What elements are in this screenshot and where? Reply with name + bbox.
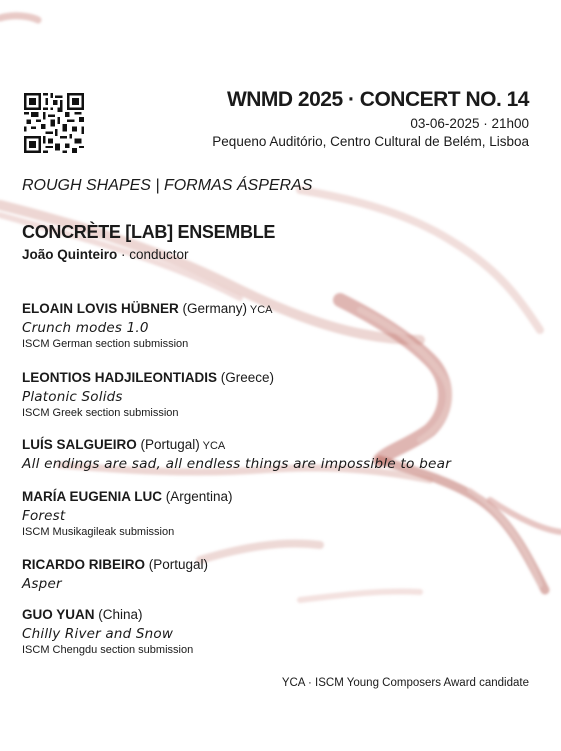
concert-title: ROUGH SHAPES | FORMAS ÁSPERAS [22, 177, 313, 194]
concert-number-title: WNMD 2025 · CONCERT NO. 14 [226, 88, 529, 111]
composer-country: (Portugal) [145, 557, 209, 572]
composer-country: (Germany) [178, 301, 248, 316]
composer-name: GUO YUAN [22, 607, 95, 622]
piece-3 [22, 436, 451, 473]
ensemble-name: CONCRÈTE [LAB] ENSEMBLE [22, 222, 276, 242]
work-title: Forest [22, 508, 66, 524]
piece-5 [22, 556, 208, 593]
composer-line [22, 606, 193, 625]
composer-country: (Greece) [217, 370, 275, 385]
piece-4 [22, 488, 233, 540]
composer-country: (Portugal) [136, 437, 200, 452]
yca-badge: YCA [247, 304, 273, 316]
concert-header [212, 88, 529, 151]
composer-name: LEONTIOS HADJILEONTIADIS [22, 370, 218, 385]
conductor-name: João Quinteiro [22, 247, 118, 262]
date-time: 03-06-2025 · 21h00 [410, 116, 529, 131]
work-title: Asper [22, 576, 62, 592]
conductor-line [22, 247, 189, 262]
piece-1 [22, 300, 273, 352]
composer-line [22, 556, 208, 575]
work-title: All endings are sad, all endless things are impossible to bear [22, 456, 452, 472]
work-title: Platonic Solids [22, 389, 123, 405]
piece-6 [22, 606, 193, 658]
composer-name: ELOAIN LOVIS HÜBNER [22, 301, 179, 316]
submission-note: ISCM Musikagileak submission [22, 526, 175, 538]
composer-name: RICARDO RIBEIRO [22, 557, 146, 572]
composer-name: LUÍS SALGUEIRO [22, 437, 137, 452]
conductor-role: · conductor [117, 247, 189, 262]
composer-line [22, 369, 274, 388]
submission-note: ISCM Chengdu section submission [22, 644, 194, 656]
composer-country: (China) [94, 607, 143, 622]
yca-footnote: YCA · ISCM Young Composers Award candidate [281, 677, 529, 689]
work-title: Crunch modes 1.0 [22, 320, 149, 336]
submission-note: ISCM German section submission [22, 338, 189, 350]
composer-line [22, 488, 233, 507]
submission-note: ISCM Greek section submission [22, 407, 179, 419]
composer-name: MARÍA EUGENIA LUC [22, 489, 162, 504]
qr-code-icon[interactable] [24, 93, 84, 153]
work-title: Chilly River and Snow [22, 626, 174, 642]
yca-badge: YCA [199, 440, 226, 452]
composer-line [22, 436, 451, 455]
piece-2 [22, 369, 274, 421]
venue: Pequeno Auditório, Centro Cultural de Belém, Lisboa [212, 134, 529, 149]
composer-line [22, 300, 273, 319]
composer-country: (Argentina) [162, 489, 233, 504]
